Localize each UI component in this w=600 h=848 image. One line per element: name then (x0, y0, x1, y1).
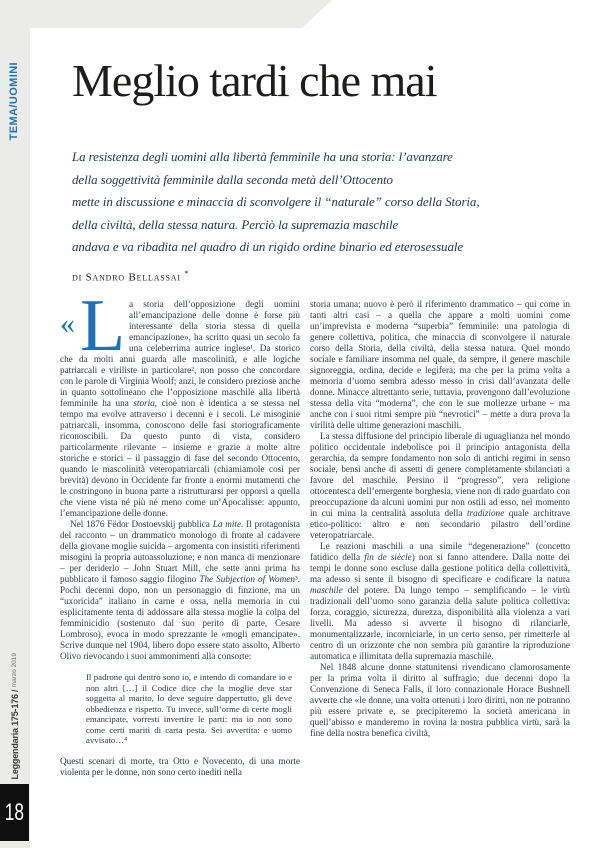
text-segment: La stessa diffusione del principio liberale di uguaglianza nel mondo politico occidentale indebolisce poi il principio antagonista della gerarchia, da sempre fondamento non solo di antichi regimi in senso sociale, bensì anche di assetti di genere completamente sbilanciati a favore del maschile. Persino il “progresso”, vera religione ottocentesca dell’emergente borghesia, viene non di rado guardato con preoccupazione da alcuni uomini pur non ostili ad esso, nel momento in cui mina la centralità assoluta della (310, 431, 570, 519)
body-paragraph (310, 299, 570, 431)
text-segment: storia umana; nuovo è però il riferimento drammatico – qui come in tanti altri casi – a quella che appare a molti uomini come un’imprevista e moderna “superbia” femminile: una patologia di genere collettiva, politica, che minaccia di sconvolgere il naturale corso della Storia, della civiltà, della stessa natura. Quel mondo sociale e familiare insomma nel quale, da sempre, il genere maschile signoreggia, ordina, decide e legifera; ma che per la prima volta a memoria d’uomo sembra adesso messo in crisi dall’avanzata delle donne. Minacce altrettanto serie, tuttavia, provengono dall’evoluzione stessa della vita “moderna”, che con le sue mollezze urbane – ma anche con i suoi ritmi sempre più “nevrotici” – mette a dura prova la virilità delle ultime generazioni maschili. (310, 299, 570, 431)
body-paragraph (60, 519, 300, 662)
body-column-1 (60, 299, 300, 823)
page-number-box (0, 784, 29, 841)
article-body (60, 299, 570, 823)
byline-asterisk: * (184, 268, 190, 278)
text-segment: quale architrave etico-politico: altro e non secondario pilastro dell’ordine veteropatriarcale. (310, 508, 570, 541)
section-label-vertical: TEMA/UOMINI (8, 62, 20, 141)
article-standfirst (72, 146, 570, 259)
text-segment: Nel 1848 alcune donne statunitensi rivendicano clamorosamente per la prima volta il diritto al suffragio; due decenni dopo la Convenzione di Seneca Falls, il loro connazionale Horace Bushnell avverte che «le donne, una volta ottenuti i loro diritti, non ne potranno più essere private e, se precipiteremo la società americana in quell’abisso e manderemo in rovina la nostra pubblica virtù, sarà la fine della nostra benefica civiltà, (310, 662, 570, 739)
block-quote (60, 672, 300, 746)
standfirst-line: della soggettività femminile dalla seconda metà dell’Ottocento (72, 171, 393, 187)
issue-date: marzo 2019 (11, 653, 18, 688)
body-paragraph (60, 756, 300, 778)
text-segment: , cioè non è identica a se stessa nel tempo ma evolve attraverso i decenni e i secoli. Le misoginie patriarcali, insomma, conoscono delle fasi storiograficamente riconoscibili. Da questo punto di vista, considero particolarmente rilevante – insieme e grazie a molte altre storiche e storici – il passaggio di fase del secondo Ottocento, quando le mascolinità veteropatriarcali (chiamiamole così per brevità) devono in Occidente far fronte a enormi mutamenti che le costringono in buona parte a ristrutturarsi per opporsi a quella che viene vista né più né meno come un’Apocalisse: appunto, l’emancipazione delle donne. (60, 398, 300, 519)
body-paragraph (310, 431, 570, 541)
body-paragraph (310, 662, 570, 739)
body-paragraph (60, 299, 300, 519)
drop-cap (60, 299, 126, 368)
issue-title: Leggendaria 175-176 / (10, 687, 20, 780)
standfirst-line: La resistenza degli uomini alla libertà femminile ha una storia: l’avanzare (72, 149, 453, 164)
text-segment: maschile (310, 585, 343, 596)
text-segment: Le reazioni maschili a una simile “degenerazione” (concetto fatidico della (310, 541, 570, 563)
byline-prefix: di (72, 271, 83, 284)
body-paragraph (310, 541, 570, 662)
text-segment: Questi scenari di morte, tra Otto e Novecento, di una morte violenta per le donne, non sono certo inediti nella (60, 755, 300, 777)
top-corner-band (0, 0, 332, 28)
byline-name: Sandro Bellassai (85, 271, 181, 284)
text-segment: del potere. Da lungo tempo – semplificando – le virtù tradizionali dell’uomo sono garanzia della salute politica collettiva: forza, coraggio, sicurezza, durezza, disponibilità alla violenza a vari livelli. Ma adesso si avverte il bisogno di rilanciarle, monumentalizzarle, incorniciarle, in un certo senso, per rimetterle al centro di un orizzonte che non sembra più garantire la riproduzione automatica e illimitata della supremazia maschile. (310, 585, 570, 662)
page-number: 18 (4, 798, 25, 826)
standfirst-line: mette in discussione e minaccia di sconvolgere il “naturale” corso della Storia, (72, 194, 480, 209)
body-column-2 (310, 299, 570, 823)
standfirst-line: andava e va ribadita nel quadro di un rigido ordine binario ed eterosessuale (72, 239, 464, 254)
text-segment: Nel 1876 Fëdor Dostoevskij pubblica (70, 519, 213, 530)
drop-cap-guillemet: « (60, 307, 75, 341)
text-segment: . Il protagonista del racconto – un drammatico monologo di fronte al cadavere della giovane moglie suicida – argomenta con insistiti riferimenti misogini la propria autoassoluzione; e non manca di menzionare – per deriderlo – John Stuart Mill, che sette anni prima ha pubblicato il famoso saggio filogino (60, 519, 301, 585)
standfirst-line: della civiltà, della stessa natura. Perciò la supremazia maschile (72, 216, 399, 232)
text-segment: ) non si fanno attendere. Dalla notte dei tempi le donne sono escluse dalla gestione politica della collettività, ma adesso si sente il bisogno di specificare e codificare la natura (310, 552, 570, 585)
article-byline (72, 269, 570, 284)
text-segment: fin de siècle (364, 552, 412, 563)
article-title: Meglio tardi che mai (72, 55, 437, 106)
text-segment: The Subjection of Women (199, 574, 295, 585)
text-segment: ³. Pochi decenni dopo, non un personaggio di finzione, ma un “uxoricida” italiano in carne e ossa, nella memoria in cui esplicitamente tenta di addossare alla stessa moglie la colpa del femminicidio (sostenuto dal suo perito di parte, Cesare Lombroso), evoca in modo sprezzante le «mogli emancipate». Scrive dunque nel 1904, libero dopo essere stato assolto, Alberto Olivo rievocando i suoi ammonimenti alla consorte: (60, 574, 300, 662)
drop-cap-letter: L (80, 299, 126, 368)
text-segment: storia (133, 398, 155, 409)
text-segment: Il padrone qui dentro sono io, e intendo di comandare io e non altri […] il Codice dice che la moglie deve star soggetta al marito, lo deve seguire dappertutto, gli deve obbedienza e rispetto. Tu invece, sull’orme di certe mogli emancipate, vorresti invertire le parti: ma io non sono come certi mariti di carta pesta. Sei avvertita: e uomo avvisato…⁴ (86, 672, 292, 746)
text-segment: La mite (212, 519, 242, 530)
article (60, 40, 570, 823)
text-segment: tradizione (466, 508, 505, 519)
issue-label-vertical (10, 653, 20, 779)
text-segment: a storia dell’opposizione degli uomini all’emancipazione delle donne è forse più interessante della storia stessa di quella emancipazione», ha scritto quasi un secolo fa una celeberrima autrice inglese¹. Da storico che da molti anni guarda alle mascolinità, e alle logiche patriarcali e viriliste in particolare², non posso che concordare con le parole di Virginia Woolf; anzi, le considero preziose anche in quanto sottolineano che l’opposizione maschile alla libertà femminile ha una (60, 299, 300, 409)
